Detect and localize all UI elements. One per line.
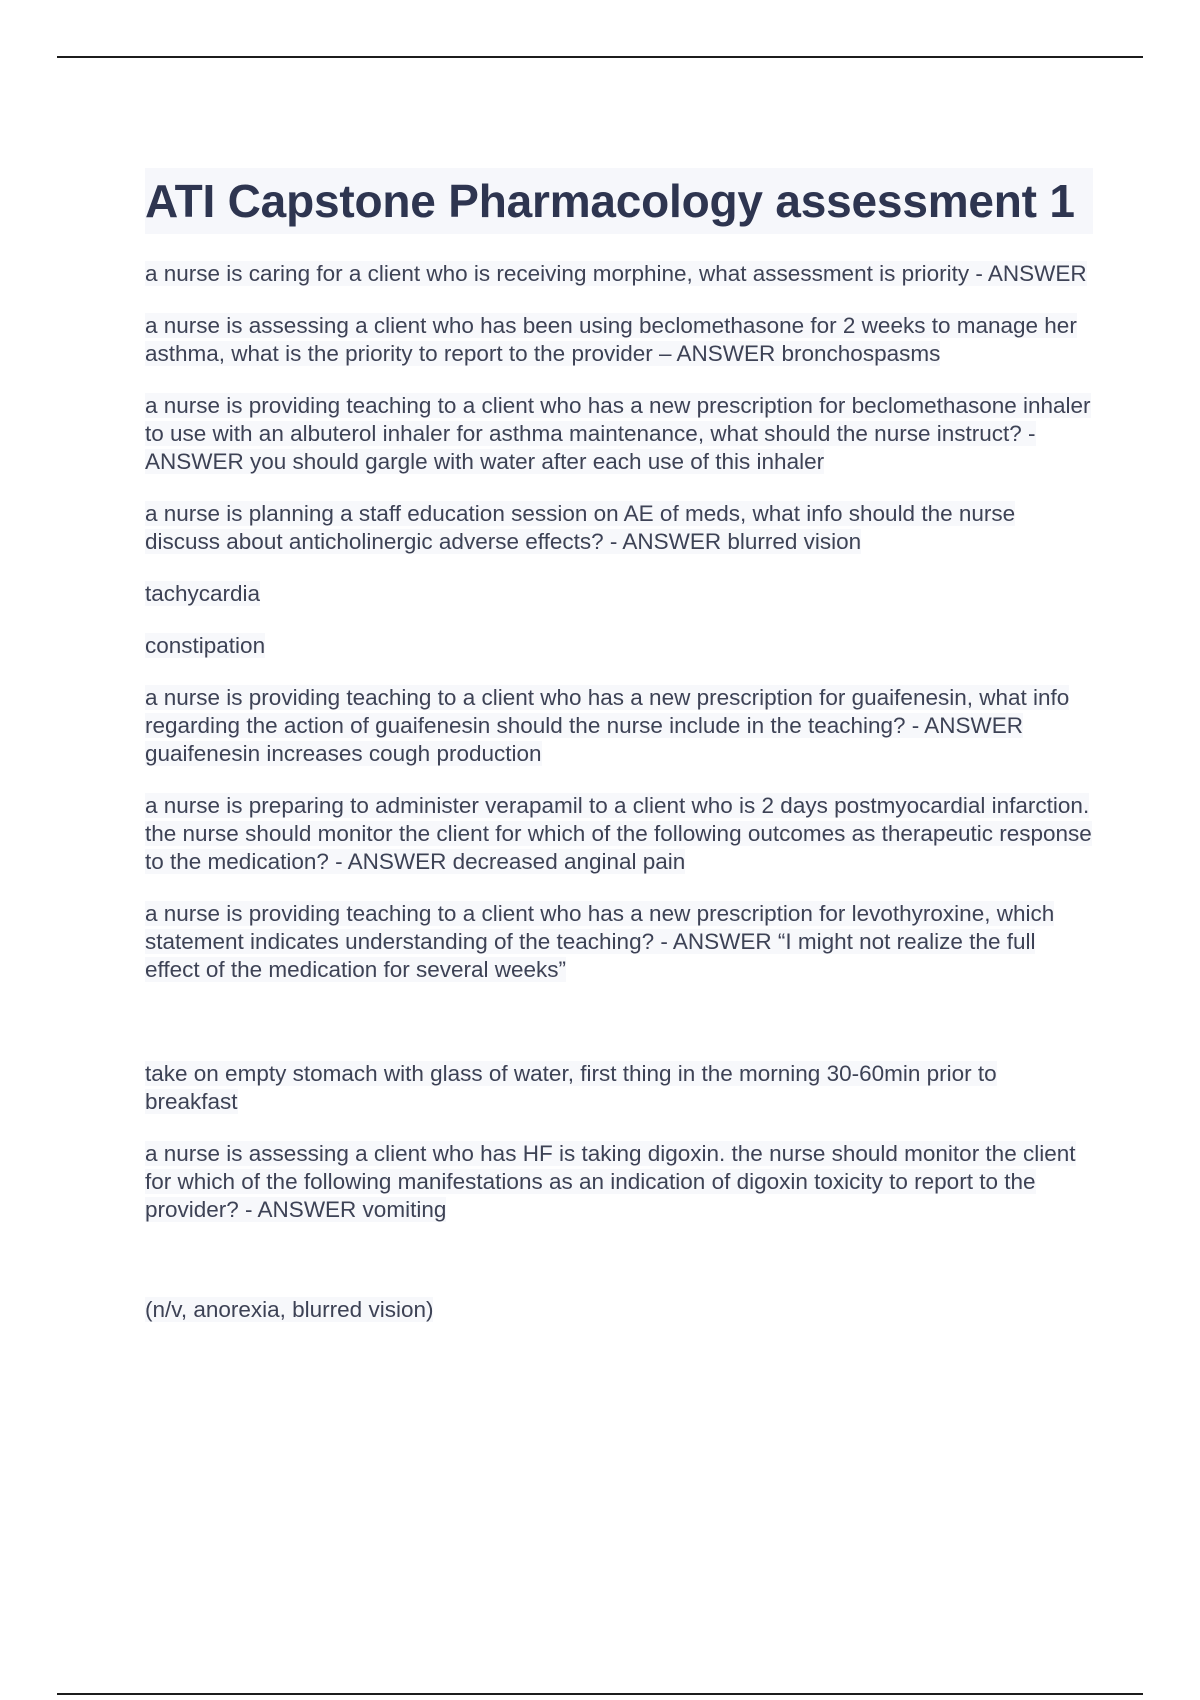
paragraph-12 [145,1296,1093,1324]
title-block [145,168,1093,234]
paragraph-text: a nurse is preparing to administer verapamil to a client who is 2 days postmyocardial infarction. the nurse should monitor the client for which of the following outcomes as therapeutic response to the medication? - ANSWER decreased anginal pain [145,793,1092,874]
top-rule [57,56,1143,58]
paragraph-2 [145,312,1093,368]
paragraph-7 [145,684,1093,768]
paragraph-text: a nurse is providing teaching to a client who has a new prescription for beclomethasone inhaler to use with an albuterol inhaler for asthma maintenance, what should the nurse instruct? - ANSWER you should gargle with water after each use of this inhaler [145,393,1091,474]
paragraph-6 [145,632,1093,660]
paragraph-text: a nurse is planning a staff education session on AE of meds, what info should the nurse discuss about anticholinergic adverse effects? - ANSWER blurred vision [145,501,1016,554]
document-body [145,168,1093,1348]
paragraph-4 [145,500,1093,556]
paragraph-3 [145,392,1093,476]
paragraph-5 [145,580,1093,608]
paragraph-text: tachycardia [145,581,261,606]
paragraph-1 [145,260,1093,288]
paragraph-9 [145,900,1093,984]
paragraph-10 [145,1060,1093,1116]
document-title: ATI Capstone Pharmacology assessment 1 [145,175,1075,227]
paragraph-text: take on empty stomach with glass of water, first thing in the morning 30-60min prior to breakfast [145,1061,997,1114]
paragraph-text: a nurse is caring for a client who is receiving morphine, what assessment is priority - ANSWER [145,261,1087,286]
paragraph-text: a nurse is assessing a client who has been using beclomethasone for 2 weeks to manage her asthma, what is the priority to report to the provider – ANSWER bronchospasms [145,313,1077,366]
paragraph-text: (n/v, anorexia, blurred vision) [145,1297,434,1322]
paragraph-8 [145,792,1093,876]
paragraph-text: a nurse is providing teaching to a client who has a new prescription for guaifenesin, what info regarding the action of guaifenesin should the nurse include in the teaching? - ANSWER guaifenesin increases cough production [145,685,1070,766]
paragraph-text: a nurse is assessing a client who has HF is taking digoxin. the nurse should monitor the client for which of the following manifestations as an indication of digoxin toxicity to report to the provider? - ANSWER vomiting [145,1141,1076,1222]
paragraph-11 [145,1140,1093,1224]
paragraph-text: a nurse is providing teaching to a client who has a new prescription for levothyroxine, which statement indicates understanding of the teaching? - ANSWER “I might not realize the full effect of the medication for several weeks” [145,901,1055,982]
paragraph-text: constipation [145,633,266,658]
bottom-rule [57,1693,1143,1695]
